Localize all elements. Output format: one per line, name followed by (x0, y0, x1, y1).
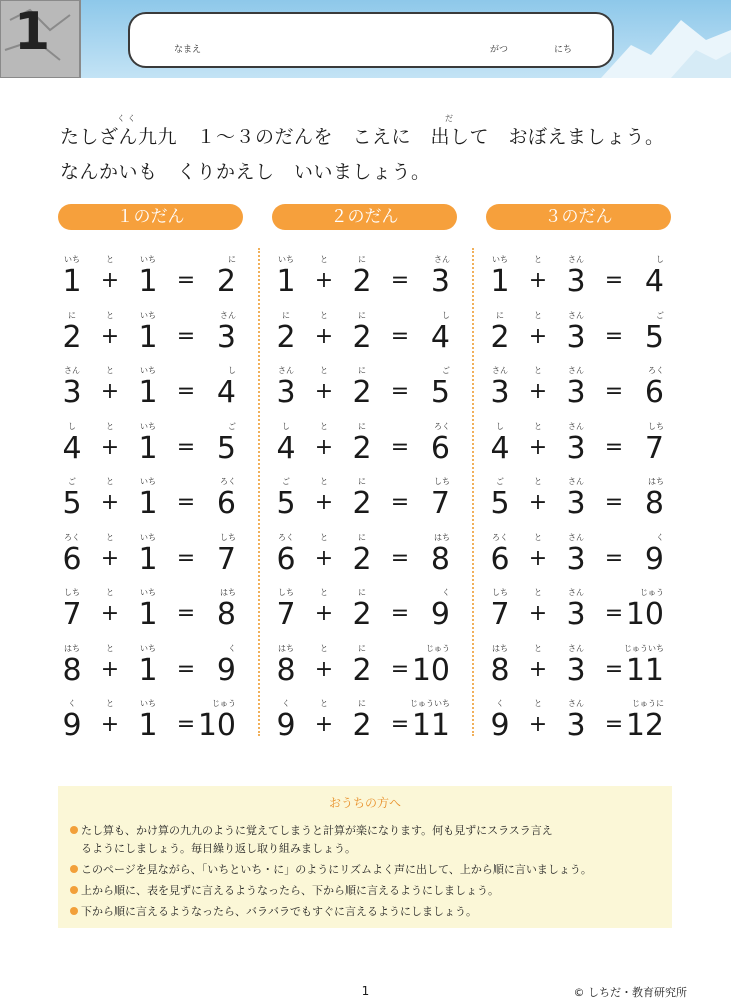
equals-sign: = (604, 379, 624, 404)
equals-sign: = (176, 601, 196, 626)
ruby-sum: ろく (648, 366, 664, 375)
equals-sign: = (390, 434, 410, 460)
addend-b: 2 (352, 708, 372, 743)
ruby-to: と (106, 310, 114, 320)
addend-a: 9 (62, 708, 82, 743)
addend-a: 1 (490, 264, 510, 299)
addend-b: 2 (352, 597, 372, 632)
ruby-to: と (320, 255, 328, 264)
ruby-a: いち (64, 255, 80, 264)
addend-a: 5 (276, 486, 296, 521)
ruby-to: と (534, 532, 542, 542)
sum-value: 3 (216, 319, 236, 355)
ruby-to: と (106, 366, 114, 375)
sum-value: 6 (644, 375, 664, 410)
sum-value: 8 (216, 597, 236, 632)
plus-sign: + (100, 379, 120, 404)
sum-value: 11 (411, 708, 450, 743)
ruby-to: と (534, 310, 542, 320)
addend-b: 1 (138, 597, 158, 632)
ruby-sum: く (228, 643, 236, 653)
ruby-sum: ろく (434, 421, 450, 431)
equals-sign: = (176, 434, 196, 460)
addend-a: 1 (62, 264, 82, 299)
addend-b: 3 (566, 486, 586, 521)
addend-b: 1 (138, 264, 158, 299)
column-title-2: ２のだん (272, 204, 457, 230)
ruby-to: と (320, 588, 328, 597)
ruby-a: しち (64, 588, 80, 597)
ruby-b: さん (568, 699, 584, 708)
plus-sign: + (528, 490, 548, 515)
ruby-b: さん (568, 643, 584, 653)
ruby-b: に (358, 532, 366, 542)
column-separator (258, 248, 260, 736)
footer-page-number: 1 (361, 984, 370, 998)
plus-sign: + (528, 379, 548, 404)
ruby-a: し (496, 421, 504, 431)
ruby-to: と (106, 643, 114, 653)
plus-sign: + (528, 656, 548, 682)
ruby-sum: し (228, 366, 236, 375)
ruby-kuku: く く (117, 114, 136, 123)
addend-b: 1 (138, 486, 158, 521)
ruby-to: と (534, 477, 542, 486)
sum-value: 4 (644, 264, 664, 299)
equals-sign: = (176, 656, 196, 682)
equals-sign: = (390, 323, 410, 349)
sum-value: 11 (625, 652, 664, 688)
ruby-to: と (534, 699, 542, 708)
name-label: なまえ (174, 45, 202, 55)
ruby-a: ろく (278, 532, 294, 542)
addend-b: 3 (566, 708, 586, 743)
plus-sign: + (100, 268, 120, 293)
addend-b: 3 (566, 541, 586, 577)
ruby-sum: く (656, 532, 664, 542)
ruby-a: ろく (492, 532, 508, 542)
ruby-sum: しち (648, 421, 664, 431)
addend-b: 1 (138, 708, 158, 743)
equation-row (272, 587, 457, 643)
equals-sign: = (604, 323, 624, 349)
plus-sign: + (314, 656, 334, 682)
ruby-a: く (68, 699, 76, 708)
ruby-a: さん (492, 366, 508, 375)
plus-sign: + (100, 601, 120, 626)
note-item: るようにしましょう。毎日繰り返し取り組みましょう。 (81, 842, 356, 855)
ruby-b: いち (140, 588, 156, 597)
addend-a: 3 (490, 375, 510, 410)
copyright: © しちだ・教育研究所 (573, 986, 687, 999)
ruby-sum: はち (648, 477, 664, 486)
addend-a: 4 (62, 430, 82, 466)
addend-a: 2 (276, 319, 296, 355)
equals-sign: = (176, 323, 196, 349)
ruby-sum: じゅう (640, 588, 664, 597)
ruby-sum: じゅういち (410, 699, 450, 708)
ruby-a: ろく (64, 532, 80, 542)
addend-a: 9 (490, 708, 510, 743)
ruby-a: く (282, 699, 290, 708)
ruby-b: に (358, 699, 366, 708)
addend-a: 7 (490, 597, 510, 632)
ruby-to: と (534, 366, 542, 375)
equation-row (272, 643, 457, 699)
ruby-a: はち (278, 643, 294, 653)
sum-value: 10 (411, 652, 450, 688)
ruby-to: と (534, 588, 542, 597)
equals-sign: = (604, 656, 624, 682)
ruby-to: と (320, 366, 328, 375)
plus-sign: + (100, 712, 120, 737)
ruby-sum: さん (220, 310, 236, 320)
plus-sign: + (314, 268, 334, 293)
equation-row (272, 365, 457, 421)
equation-row (486, 476, 671, 532)
note-title: おうちの方へ (328, 796, 401, 810)
plus-sign: + (528, 434, 548, 460)
equals-sign: = (390, 490, 410, 515)
ruby-to: と (320, 643, 328, 653)
ruby-to: と (106, 255, 114, 264)
sum-value: 9 (430, 597, 450, 632)
name-box (128, 12, 614, 68)
ruby-to: と (534, 643, 542, 653)
addend-b: 3 (566, 597, 586, 632)
addend-a: 8 (62, 652, 82, 688)
equation-row (58, 587, 243, 643)
ruby-a: に (496, 310, 504, 320)
ruby-b: に (358, 477, 366, 486)
equals-sign: = (176, 545, 196, 571)
addend-a: 5 (62, 486, 82, 521)
ruby-a: し (282, 421, 290, 431)
addend-a: 9 (276, 708, 296, 743)
ruby-sum: し (656, 255, 664, 264)
ruby-a: に (68, 310, 76, 320)
bullet-icon (70, 907, 78, 915)
ruby-b: さん (568, 366, 584, 375)
addend-b: 1 (138, 430, 158, 466)
plus-sign: + (528, 712, 548, 737)
ruby-sum: ご (656, 310, 664, 320)
sum-value: 12 (625, 708, 664, 743)
ruby-to: と (320, 477, 328, 486)
plus-sign: + (314, 601, 334, 626)
sum-value: 6 (216, 486, 236, 521)
ruby-a: はち (64, 643, 80, 653)
addend-b: 3 (566, 652, 586, 688)
sum-value: 8 (644, 486, 664, 521)
plus-sign: + (100, 545, 120, 571)
plus-sign: + (100, 490, 120, 515)
ruby-sum: に (228, 255, 236, 264)
equation-row (486, 643, 671, 699)
ruby-to: と (106, 532, 114, 542)
addend-a: 7 (62, 597, 82, 632)
plus-sign: + (528, 323, 548, 349)
addend-a: 1 (276, 264, 296, 299)
instruction-line-2: なんかいも くりかえし いいましょう。 (60, 161, 431, 183)
ruby-sum: ご (228, 421, 236, 431)
sum-value: 6 (430, 430, 450, 466)
ruby-to: と (534, 255, 542, 264)
sum-value: 4 (216, 375, 236, 410)
sum-value: 5 (430, 375, 450, 410)
ruby-to: と (320, 421, 328, 431)
equation-row (272, 476, 457, 532)
plus-sign: + (314, 545, 334, 571)
ruby-a: ご (496, 477, 504, 486)
equals-sign: = (604, 601, 624, 626)
note-item: たし算も、かけ算の九九のように覚えてしまうと計算が楽になります。何も見ずにスラスラ言え (70, 822, 553, 838)
ruby-b: さん (568, 255, 584, 264)
equation-row (272, 421, 457, 477)
sum-value: 7 (644, 430, 664, 466)
equals-sign: = (390, 656, 410, 682)
ruby-sum: ろく (220, 477, 236, 486)
page-number-large: 1 (14, 2, 51, 62)
addend-b: 1 (138, 652, 158, 688)
ruby-a: く (496, 699, 504, 708)
ruby-b: いち (140, 310, 156, 320)
equation-row (486, 532, 671, 588)
equation-row (58, 310, 243, 366)
equation-row (58, 643, 243, 699)
addend-a: 4 (276, 430, 296, 466)
ruby-sum: し (442, 310, 450, 320)
ruby-b: いち (140, 477, 156, 486)
ruby-b: に (358, 366, 366, 375)
equals-sign: = (390, 601, 410, 626)
ruby-b: さん (568, 588, 584, 597)
bullet-icon (70, 886, 78, 894)
equals-sign: = (390, 268, 410, 293)
equation-row (58, 698, 243, 754)
parents-note (58, 786, 672, 928)
ruby-b: いち (140, 532, 156, 542)
plus-sign: + (314, 323, 334, 349)
ruby-to: と (106, 477, 114, 486)
addend-b: 2 (352, 541, 372, 577)
ruby-b: に (358, 643, 366, 653)
equals-sign: = (390, 545, 410, 571)
sum-value: 8 (430, 541, 450, 577)
addend-a: 6 (62, 541, 82, 577)
plus-sign: + (100, 434, 120, 460)
column-title-3: ３のだん (486, 204, 671, 230)
addend-b: 3 (566, 375, 586, 410)
equation-row (486, 421, 671, 477)
ruby-a: いち (278, 255, 294, 264)
equals-sign: = (604, 490, 624, 515)
plus-sign: + (528, 601, 548, 626)
ruby-b: に (358, 588, 366, 597)
addend-b: 2 (352, 264, 372, 299)
column-title-1: １のだん (58, 204, 243, 230)
equation-row (272, 698, 457, 754)
ruby-sum: しち (434, 477, 450, 486)
equals-sign: = (176, 490, 196, 515)
plus-sign: + (314, 490, 334, 515)
ruby-to: と (320, 532, 328, 542)
plus-sign: + (100, 656, 120, 682)
ruby-sum: く (442, 588, 450, 597)
ruby-da: だ (445, 114, 453, 123)
instruction-line-1: たしざん九九 １〜３のだんを こえに 出して おぼえましょう。 (60, 126, 665, 148)
ruby-b: いち (140, 366, 156, 375)
plus-sign: + (314, 434, 334, 460)
plus-sign: + (528, 268, 548, 293)
ruby-b: いち (140, 643, 156, 653)
equation-row (58, 254, 243, 310)
addend-b: 2 (352, 486, 372, 521)
addend-a: 6 (490, 541, 510, 577)
equals-sign: = (176, 379, 196, 404)
sum-value: 5 (216, 430, 236, 466)
ruby-to: と (320, 310, 328, 320)
addend-b: 3 (566, 264, 586, 299)
note-item: このページを見ながら、「いちといち・に」のようにリズムよく声に出して、上から順に言いましょう。 (70, 861, 592, 877)
equation-row (58, 421, 243, 477)
note-item: 上から順に、表を見ずに言えるようなったら、下から順に言えるようにしましょう。 (70, 882, 499, 898)
ruby-sum: はち (434, 532, 450, 542)
ruby-a: ご (282, 477, 290, 486)
ruby-b: いち (140, 421, 156, 431)
equation-row (58, 365, 243, 421)
ruby-a: し (68, 421, 76, 431)
addend-a: 3 (62, 375, 82, 410)
ruby-b: さん (568, 310, 584, 320)
equation-row (58, 476, 243, 532)
equals-sign: = (604, 268, 624, 293)
plus-sign: + (528, 545, 548, 571)
addend-b: 3 (566, 319, 586, 355)
ruby-b: に (358, 310, 366, 320)
month-label: がつ (490, 45, 509, 55)
mountain-decoration (601, 0, 731, 78)
ruby-to: と (320, 699, 328, 708)
sum-value: 9 (644, 541, 664, 577)
sum-value: 10 (197, 708, 236, 743)
addend-b: 2 (352, 430, 372, 466)
equals-sign: = (390, 379, 410, 404)
equals-sign: = (604, 434, 624, 460)
ruby-sum: はち (220, 588, 236, 597)
ruby-b: さん (568, 477, 584, 486)
equals-sign: = (390, 712, 410, 737)
sum-value: 4 (430, 319, 450, 355)
addend-a: 2 (62, 319, 82, 355)
equals-sign: = (176, 712, 196, 737)
ruby-sum: じゅう (212, 699, 236, 708)
ruby-b: さん (568, 421, 584, 431)
ruby-a: いち (492, 255, 508, 264)
ruby-b: さん (568, 532, 584, 542)
equals-sign: = (604, 712, 624, 737)
ruby-b: いち (140, 699, 156, 708)
day-label: にち (554, 45, 573, 55)
addend-a: 8 (490, 652, 510, 688)
addend-a: 8 (276, 652, 296, 688)
addend-b: 1 (138, 541, 158, 577)
addend-a: 4 (490, 430, 510, 466)
ruby-a: しち (492, 588, 508, 597)
note-item: 下から順に言えるようなったら、バラバラでもすぐに言えるようにしましょう。 (70, 903, 477, 919)
equals-sign: = (176, 268, 196, 293)
addend-a: 5 (490, 486, 510, 521)
addend-a: 2 (490, 319, 510, 355)
plus-sign: + (314, 379, 334, 404)
ruby-sum: じゅうに (632, 699, 664, 708)
ruby-a: に (282, 310, 290, 320)
plus-sign: + (100, 323, 120, 349)
ruby-a: ご (68, 477, 76, 486)
equation-row (486, 254, 671, 310)
ruby-sum: しち (220, 532, 236, 542)
addend-b: 1 (138, 375, 158, 410)
ruby-a: さん (278, 366, 294, 375)
sum-value: 9 (216, 652, 236, 688)
sum-value: 3 (430, 264, 450, 299)
equation-row (486, 365, 671, 421)
sum-value: 7 (430, 486, 450, 521)
addend-b: 2 (352, 652, 372, 688)
ruby-b: に (358, 421, 366, 431)
addend-a: 7 (276, 597, 296, 632)
equation-row (486, 698, 671, 754)
ruby-a: さん (64, 366, 80, 375)
ruby-sum: さん (434, 255, 450, 264)
ruby-sum: ご (442, 366, 450, 375)
bullet-icon (70, 826, 78, 834)
bullet-icon (70, 865, 78, 873)
ruby-sum: じゅういち (624, 643, 664, 653)
equals-sign: = (604, 545, 624, 571)
ruby-to: と (106, 421, 114, 431)
ruby-a: はち (492, 643, 508, 653)
sum-value: 2 (216, 264, 236, 299)
equation-row (272, 532, 457, 588)
ruby-to: と (106, 588, 114, 597)
sum-value: 7 (216, 541, 236, 577)
addend-b: 2 (352, 375, 372, 410)
equation-row (272, 254, 457, 310)
addend-b: 2 (352, 319, 372, 355)
equation-row (486, 587, 671, 643)
ruby-to: と (534, 421, 542, 431)
sum-value: 5 (644, 319, 664, 355)
sum-value: 10 (625, 597, 664, 632)
ruby-to: と (106, 699, 114, 708)
ruby-sum: じゅう (426, 643, 450, 653)
addend-b: 1 (138, 319, 158, 355)
equation-row (272, 310, 457, 366)
equation-row (486, 310, 671, 366)
ruby-b: に (358, 255, 366, 264)
plus-sign: + (314, 712, 334, 737)
addend-b: 3 (566, 430, 586, 466)
addend-a: 3 (276, 375, 296, 410)
ruby-a: しち (278, 588, 294, 597)
column-separator (472, 248, 474, 736)
ruby-b: いち (140, 255, 156, 264)
addend-a: 6 (276, 541, 296, 577)
equation-row (58, 532, 243, 588)
